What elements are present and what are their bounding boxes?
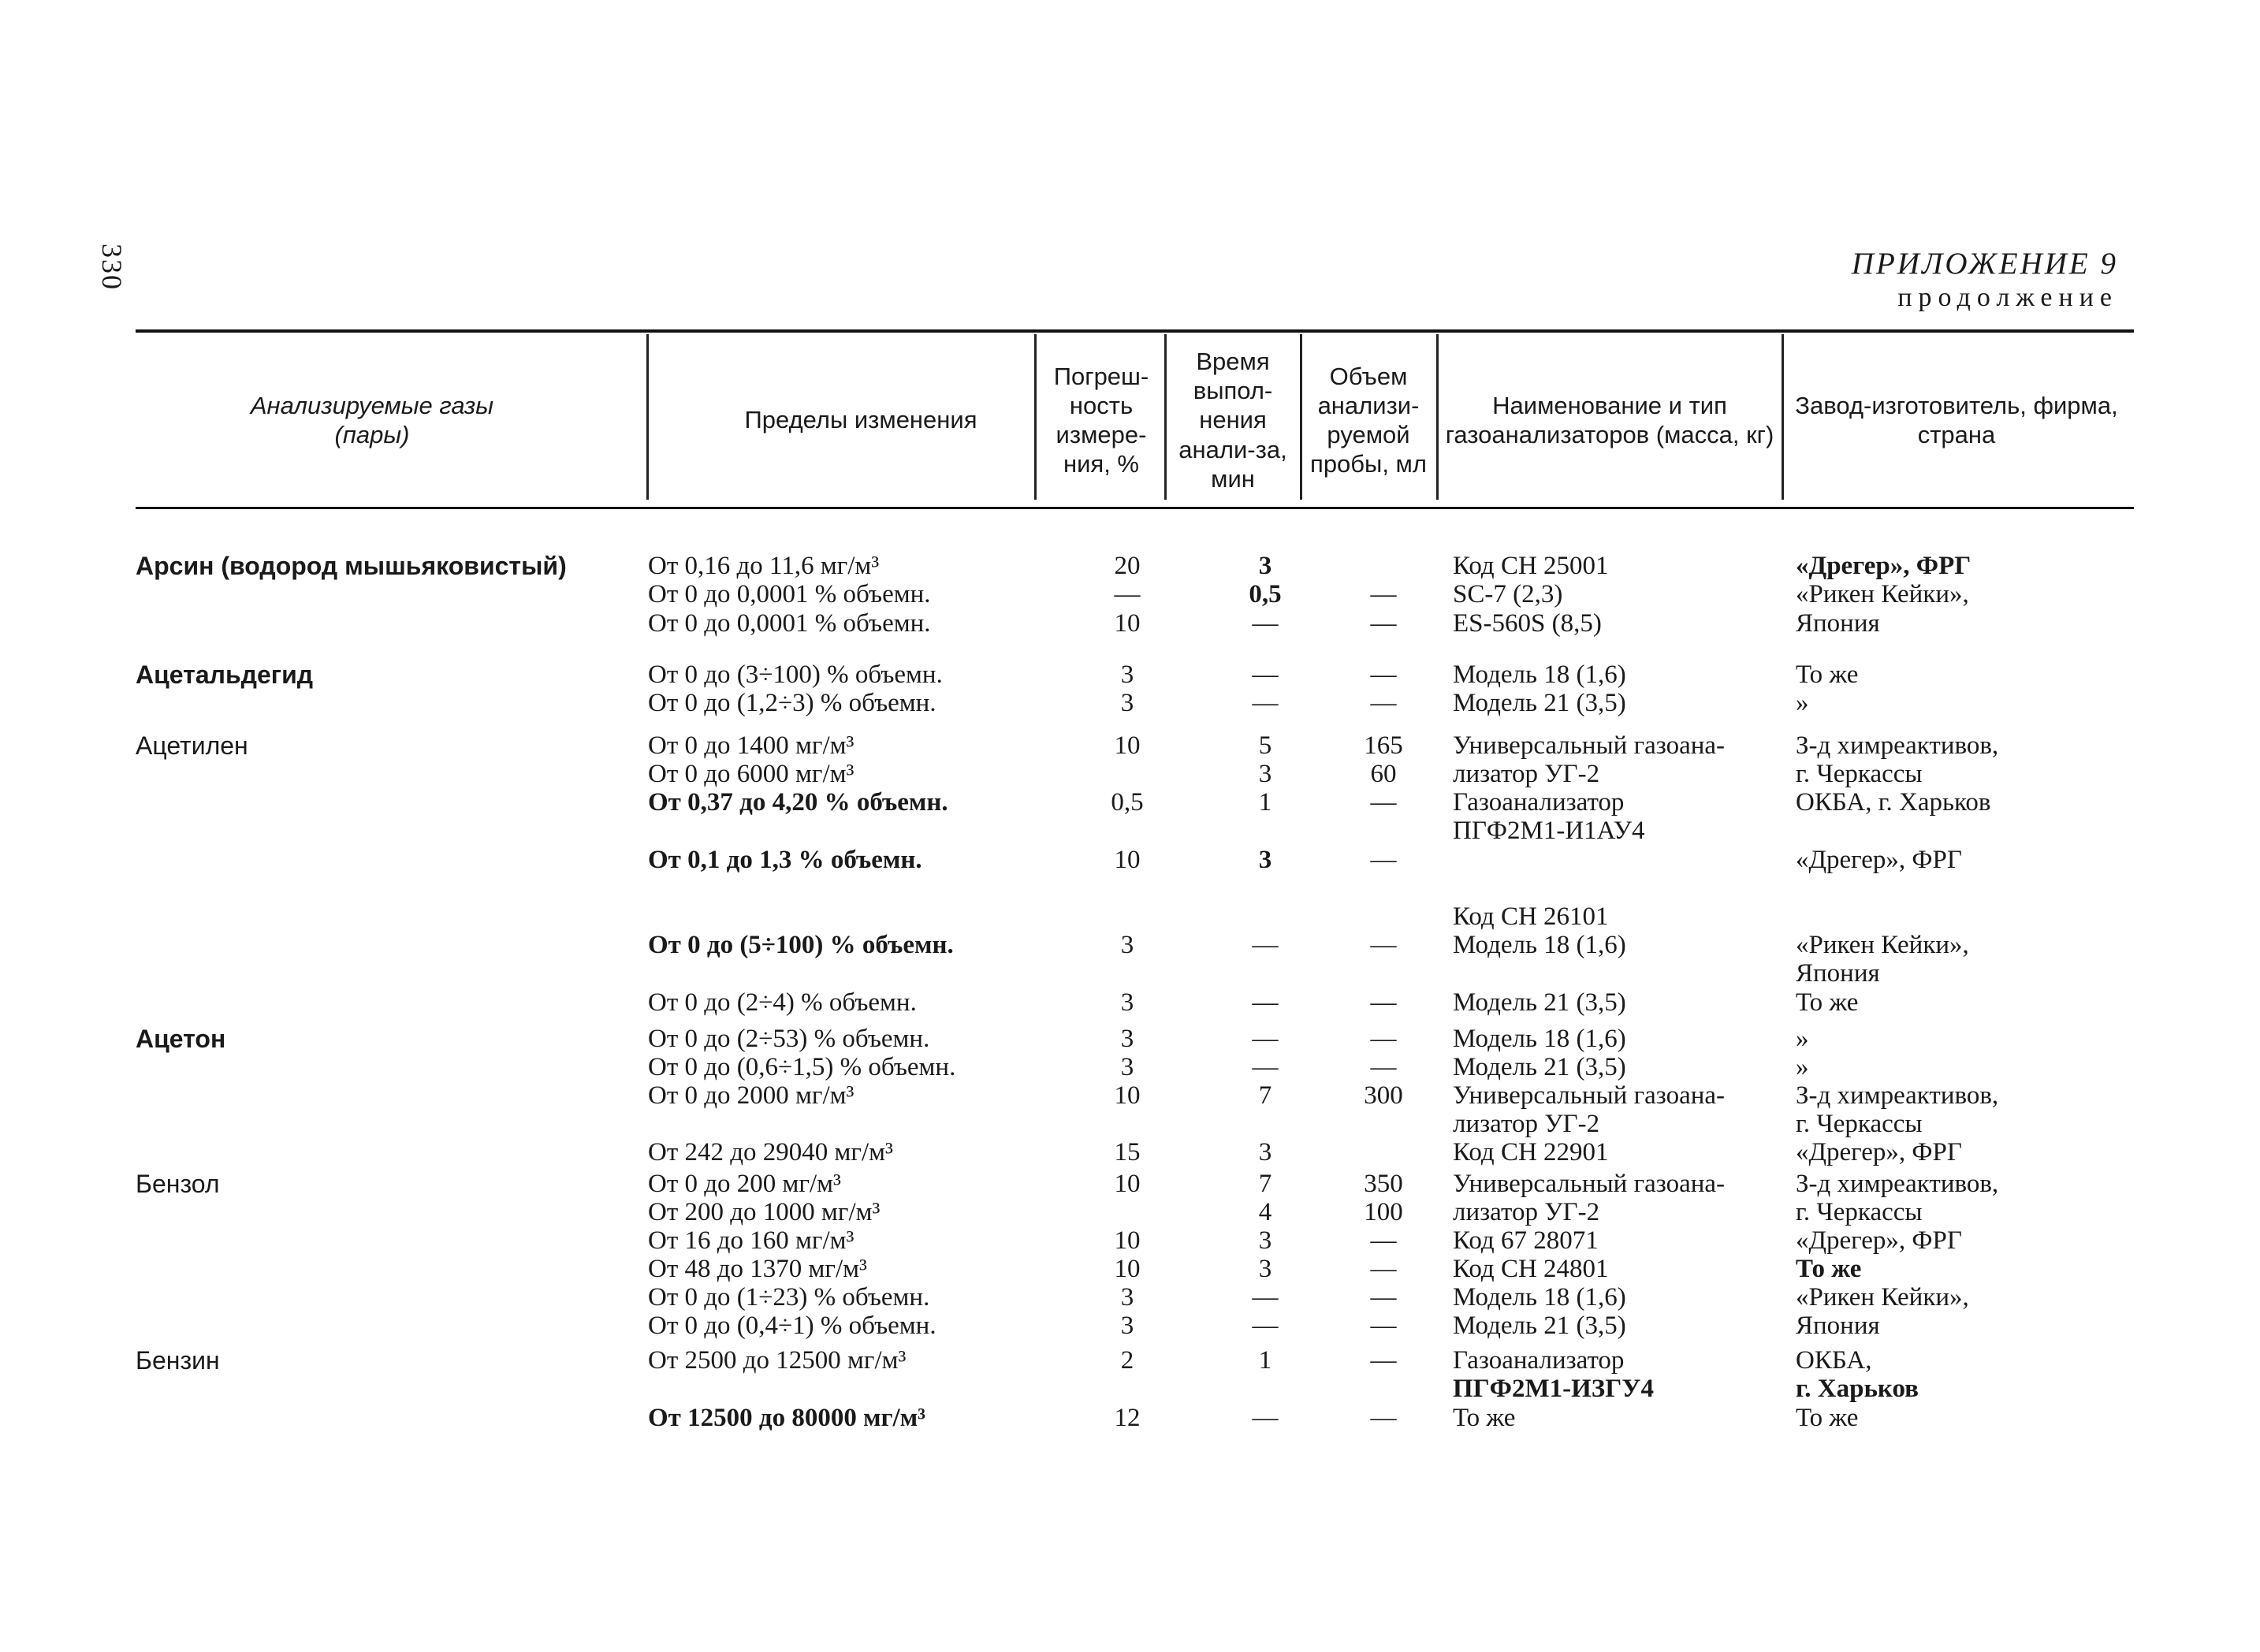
row-manufacturer: г. Черкассы [1796,1198,1923,1226]
row-error: 3 [1120,1283,1134,1312]
row-time: 1 [1258,1346,1272,1375]
row-time: — [1252,660,1279,689]
row-range: От 200 до 1000 мг/м³ [648,1198,881,1226]
row-range: От 0 до 6000 мг/м³ [648,760,854,788]
row-manufacturer: З-д химреактивов, [1796,1081,1999,1110]
gas-name: Арсин (водород мышьяковистый) [136,552,567,580]
table-header [136,334,2134,506]
row-volume: — [1370,1053,1397,1081]
row-error: 10 [1114,846,1141,874]
row-range: От 0 до 2000 мг/м³ [648,1081,854,1110]
gas-name: Ацетальдегид [136,660,314,689]
row-time: — [1252,1283,1279,1312]
row-error: 12 [1114,1404,1141,1432]
gas-name: Ацетон [136,1025,226,1053]
row-error: — [1114,580,1141,608]
column-divider [1436,334,1439,500]
row-manufacturer: г. Харьков [1796,1375,1919,1403]
row-manufacturer: З-д химреактивов, [1796,1170,1999,1198]
row-manufacturer: Япония [1796,1312,1880,1340]
row-manufacturer: » [1796,1053,1809,1081]
row-error: 0,5 [1111,788,1144,817]
row-volume: — [1370,1025,1397,1053]
gas-name: Ацетилен [136,731,248,760]
row-manufacturer: То же [1796,988,1859,1017]
row-manufacturer: ОКБА, [1796,1346,1872,1375]
row-error: 3 [1120,689,1134,717]
header-gas: Анализируемые газы (пары) [250,391,494,448]
header-manufacturer: Завод-изготовитель, фирма, страна [1795,391,2118,448]
row-volume: 100 [1364,1198,1403,1226]
row-time: 5 [1258,731,1272,760]
header-volume: Объем анализи-руемой пробы, мл [1310,362,1427,478]
gas-name: Бензин [136,1346,220,1375]
row-error: 10 [1114,1081,1141,1110]
row-analyzer: Модель 21 (3,5) [1453,988,1626,1017]
row-analyzer: Код 67 28071 [1453,1226,1599,1255]
row-analyzer: Модель 21 (3,5) [1453,1053,1626,1081]
row-time: 7 [1258,1081,1272,1110]
header-error: Погреш-ность измере-ния, % [1053,362,1149,478]
row-manufacturer: То же [1796,1255,1862,1283]
row-error: 10 [1114,1226,1141,1255]
row-manufacturer: ОКБА, г. Харьков [1796,788,1991,817]
row-analyzer: Код СН 22901 [1453,1138,1609,1166]
row-time: 3 [1258,760,1272,788]
row-error: 20 [1114,552,1141,580]
row-volume: 300 [1364,1081,1403,1110]
row-manufacturer: З-д химреактивов, [1796,731,1999,760]
row-analyzer: ПГФ2М1-И1АУ4 [1453,817,1645,845]
row-range: От 48 до 1370 мг/м³ [648,1255,867,1283]
row-manufacturer: «Дрегер», ФРГ [1796,1226,1962,1255]
row-manufacturer: » [1796,689,1809,717]
row-range: От 0 до (2÷53) % объемн. [648,1025,930,1053]
row-range: От 0 до (3÷100) % объемн. [648,660,943,689]
row-volume: — [1370,1404,1397,1432]
row-volume: 60 [1370,760,1397,788]
row-analyzer: SC-7 (2,3) [1453,580,1563,608]
row-range: От 0 до (1÷23) % объемн. [648,1283,930,1312]
row-time: — [1252,1025,1279,1053]
row-analyzer: ПГФ2М1-ИЗГУ4 [1453,1375,1654,1403]
row-range: От 0 до 1400 мг/м³ [648,731,854,760]
row-manufacturer: То же [1796,1404,1859,1432]
row-error: 3 [1120,931,1134,959]
row-manufacturer: «Дрегер», ФРГ [1796,552,1971,580]
row-time: — [1252,988,1279,1017]
row-error: 3 [1120,1025,1134,1053]
column-divider [1300,334,1302,500]
row-manufacturer: «Рикен Кейки», [1796,580,1969,608]
row-manufacturer: » [1796,1025,1809,1053]
row-time: — [1252,689,1279,717]
row-time: 7 [1258,1170,1272,1198]
header-analyzer: Наименование и тип газоанализаторов (масса, кг) [1445,391,1774,448]
page-number: 330 [96,244,128,291]
row-range: От 0 до (0,6÷1,5) % объемн. [648,1053,956,1081]
row-error: 3 [1120,988,1134,1017]
row-manufacturer: г. Черкассы [1796,1110,1923,1138]
row-analyzer: То же [1453,1404,1516,1432]
row-analyzer: Универсальный газоана- [1453,1170,1726,1198]
row-analyzer: Модель 18 (1,6) [1453,1025,1626,1053]
row-error: 10 [1114,731,1141,760]
row-volume: — [1370,931,1397,959]
row-range: От 16 до 160 мг/м³ [648,1226,854,1255]
row-error: 3 [1120,660,1134,689]
gas-name: Бензол [136,1170,220,1198]
appendix-subtitle: продолжение [1897,283,2118,312]
row-time: — [1252,609,1279,638]
row-manufacturer: г. Черкассы [1796,760,1923,788]
header-range: Пределы изменения [744,406,977,434]
row-time: 3 [1258,1226,1272,1255]
header-time: Время выпол-нения анали-за, мин [1178,348,1287,493]
row-range: От 0,16 до 11,6 мг/м³ [648,552,880,580]
row-error: 10 [1114,609,1141,638]
column-divider [1782,334,1784,500]
row-range: От 2500 до 12500 мг/м³ [648,1346,907,1375]
row-time: — [1252,1404,1279,1432]
row-volume: — [1370,689,1397,717]
row-time: 4 [1258,1198,1272,1226]
row-volume: — [1370,1226,1397,1255]
row-range: От 0 до 0,0001 % объемн. [648,580,931,608]
row-time: — [1252,931,1279,959]
row-range: От 0,1 до 1,3 % объемн. [648,846,922,874]
row-volume: — [1370,580,1397,608]
row-manufacturer: «Дрегер», ФРГ [1796,1138,1962,1166]
appendix-heading [1852,246,2118,313]
row-time: 3 [1258,1138,1272,1166]
appendix-title: ПРИЛОЖЕНИЕ 9 [1851,247,2118,281]
row-range: От 242 до 29040 мг/м³ [648,1138,893,1166]
row-analyzer: Модель 18 (1,6) [1453,931,1626,959]
row-error: 2 [1120,1346,1134,1375]
column-divider [646,334,649,500]
row-time: 0,5 [1249,580,1282,608]
row-manufacturer: Япония [1796,609,1880,638]
row-time: — [1252,1053,1279,1081]
row-error: 3 [1120,1312,1134,1340]
row-error: 15 [1114,1138,1141,1166]
row-volume: — [1370,1312,1397,1340]
row-volume: — [1370,660,1397,689]
row-analyzer: лизатор УГ-2 [1453,1198,1600,1226]
row-manufacturer: «Рикен Кейки», [1796,931,1969,959]
row-analyzer: Универсальный газоана- [1453,731,1726,760]
row-volume: — [1370,988,1397,1017]
row-volume: — [1370,846,1397,874]
row-volume: — [1370,1346,1397,1375]
table-top-rule [136,329,2134,333]
header-bottom-rule [136,507,2134,509]
row-range: От 0 до (2÷4) % объемн. [648,988,917,1017]
row-range: От 0 до (1,2÷3) % объемн. [648,689,936,717]
row-analyzer: ES-560S (8,5) [1453,609,1602,638]
row-analyzer: Газоанализатор [1453,788,1625,817]
row-volume: 165 [1364,731,1403,760]
row-volume: — [1370,1255,1397,1283]
row-error: 3 [1120,1053,1134,1081]
row-analyzer: Универсальный газоана- [1453,1081,1726,1110]
row-range: От 0,37 до 4,20 % объемн. [648,788,948,817]
row-analyzer: Код СН 24801 [1453,1255,1609,1283]
row-analyzer: Код СН 26101 [1453,902,1609,931]
row-manufacturer: «Дрегер», ФРГ [1796,846,1962,874]
row-error: 10 [1114,1170,1141,1198]
column-divider [1164,334,1167,500]
row-volume: — [1370,1283,1397,1312]
row-analyzer: Модель 21 (3,5) [1453,689,1626,717]
row-time: 3 [1258,846,1272,874]
column-divider [1034,334,1037,500]
row-time: — [1252,1312,1279,1340]
row-manufacturer: Япония [1796,959,1880,988]
row-range: От 0 до (5÷100) % объемн. [648,931,954,959]
row-time: 3 [1258,1255,1272,1283]
row-time: 3 [1258,552,1272,580]
row-analyzer: лизатор УГ-2 [1453,1110,1600,1138]
row-analyzer: Газоанализатор [1453,1346,1625,1375]
row-volume: 350 [1364,1170,1403,1198]
row-analyzer: лизатор УГ-2 [1453,760,1600,788]
row-volume: — [1370,609,1397,638]
row-time: 1 [1258,788,1272,817]
row-manufacturer: «Рикен Кейки», [1796,1283,1969,1312]
row-analyzer: Код СН 25001 [1453,552,1609,580]
row-error: 10 [1114,1255,1141,1283]
row-analyzer: Модель 18 (1,6) [1453,1283,1626,1312]
row-range: От 12500 до 80000 мг/м³ [648,1404,926,1432]
row-range: От 0 до 200 мг/м³ [648,1170,841,1198]
row-range: От 0 до 0,0001 % объемн. [648,609,931,638]
row-manufacturer: То же [1796,660,1859,689]
row-volume: — [1370,788,1397,817]
row-analyzer: Модель 21 (3,5) [1453,1312,1626,1340]
row-analyzer: Модель 18 (1,6) [1453,660,1626,689]
row-range: От 0 до (0,4÷1) % объемн. [648,1312,936,1340]
